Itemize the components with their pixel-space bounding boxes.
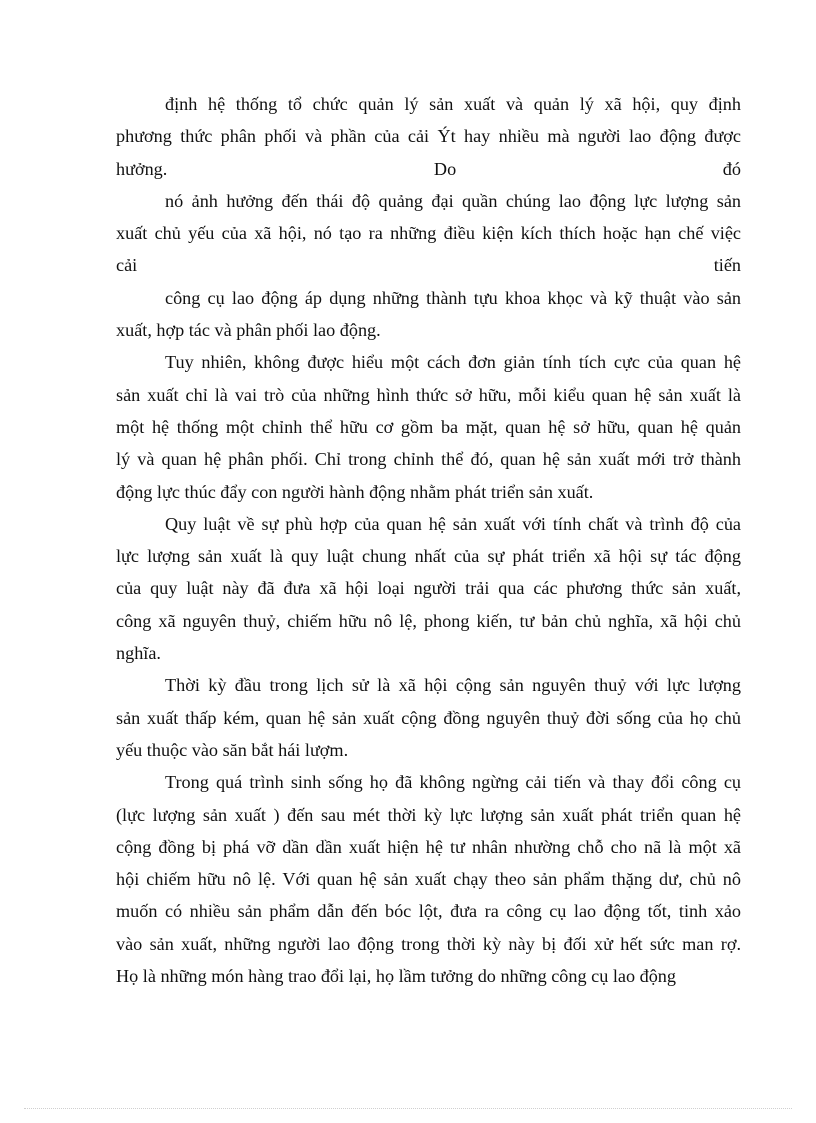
document-text-line: Trong quá trình sinh sống họ đã không ngừng cải tiến và thay đổi công cụ bbox=[165, 772, 741, 793]
document-text-line: xuất, hợp tác và phân phối lao động. bbox=[116, 320, 381, 341]
document-text-line: động lực thúc đẩy con người hành động nhằm phát triển sản xuất. bbox=[116, 481, 594, 502]
document-text-line: (lực lượng sản xuất ) đến sau mét thời kỳ lực lượng sản xuất phát triển quan hệ bbox=[116, 804, 741, 825]
document-text-line: Họ là những món hàng trao đổi lại, họ lầm tưởng do những công cụ lao động bbox=[116, 966, 676, 987]
document-text-line: phương thức phân phối và phần của cải Ýt hay nhiều mà người lao động được bbox=[116, 126, 741, 147]
document-text-line: Quy luật về sự phù hợp của quan hệ sản xuất với tính chất và trình độ của bbox=[165, 513, 741, 534]
document-text-line: công cụ lao động áp dụng những thành tựu khoa khọc và kỹ thuật vào sản bbox=[165, 287, 741, 308]
page-bottom-dotted-divider bbox=[24, 1108, 792, 1109]
document-body-text bbox=[116, 88, 741, 992]
document-text-line: một hệ thống một chỉnh thể hữu cơ gồm ba mặt, quan hệ sở hữu, quan hệ quản bbox=[116, 416, 741, 437]
document-text-line: sản xuất chỉ là vai trò của những hình thức sở hữu, mỗi kiểu quan hệ sản xuất là bbox=[116, 384, 741, 405]
document-text-line: hội chiếm hữu nô lệ. Với quan hệ sản xuất chạy theo sản phẩm thặng dư, chủ nô bbox=[116, 869, 741, 890]
document-text-line: hưởng. Do đó bbox=[116, 158, 741, 179]
document-text-line: lực lượng sản xuất là quy luật chung nhất của sự phát triển xã hội sự tác động bbox=[116, 546, 741, 567]
document-text-line: nghĩa. bbox=[116, 643, 161, 664]
document-text-line: định hệ thống tổ chức quản lý sản xuất và quản lý xã hội, quy định bbox=[165, 94, 741, 114]
document-text-line: lý và quan hệ phân phối. Chỉ trong chỉnh thể đó, quan hệ sản xuất mới trở thành bbox=[116, 449, 741, 470]
document-text-line: xuất chủ yếu của xã hội, nó tạo ra những điều kiện kích thích hoặc hạn chế việc bbox=[116, 223, 741, 244]
document-text-line: công xã nguyên thuỷ, chiếm hữu nô lệ, phong kiến, tư bản chủ nghĩa, xã hội chủ bbox=[116, 610, 741, 631]
document-text-line: vào sản xuất, những người lao động trong thời kỳ này bị đối xử hết sức man rợ. bbox=[116, 933, 741, 954]
document-text-line: cải tiến bbox=[116, 255, 741, 276]
document-text-line: cộng đồng bị phá vỡ dần dần xuất hiện hệ tư nhân nhường chỗ cho nã là một xã bbox=[116, 836, 741, 857]
document-text-line: yếu thuộc vào săn bắt hái lượm. bbox=[116, 739, 349, 760]
document-text-line: nó ảnh hưởng đến thái độ quảng đại quần chúng lao động lực lượng sản bbox=[165, 190, 741, 211]
document-text-line: sản xuất thấp kém, quan hệ sản xuất cộng đồng nguyên thuỷ đời sống của họ chủ bbox=[116, 707, 741, 728]
document-text-line: Tuy nhiên, không được hiểu một cách đơn giản tính tích cực của quan hệ bbox=[165, 352, 741, 373]
document-text-line: của quy luật này đã đưa xã hội loại người trải qua các phương thức sản xuất, bbox=[116, 578, 741, 599]
document-text-line: Thời kỳ đầu trong lịch sử là xã hội cộng sản nguyên thuỷ với lực lượng bbox=[165, 675, 741, 696]
document-text-line: muốn có nhiều sản phẩm dẫn đến bóc lột, đưa ra công cụ lao động tốt, tinh xảo bbox=[116, 901, 741, 922]
